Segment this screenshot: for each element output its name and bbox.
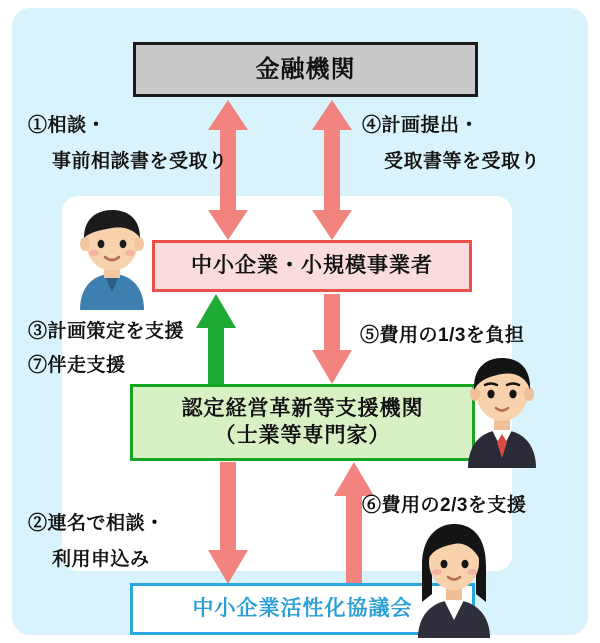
label-step6: ⑥費用の2/3を支援	[362, 495, 527, 516]
arrow-support-to-sme	[194, 294, 238, 384]
node-financial-institution	[133, 42, 478, 97]
node-sme-label: 中小企業・小規模事業者	[191, 253, 433, 277]
node-certified-support-agency-label-line2: （士業等専門家）	[214, 423, 391, 447]
label-step5: ⑤費用の1/3を負担	[360, 325, 525, 346]
label-step2-line2: 利用申込み	[52, 549, 150, 570]
label-step4-line1: ④計画提出・	[362, 115, 480, 136]
arrow-sme-to-council	[206, 462, 250, 584]
arrow-sme-to-support	[310, 294, 354, 384]
node-certified-support-agency	[130, 384, 475, 461]
node-certified-support-agency-label-line1: 認定経営革新等支援機関	[181, 397, 424, 421]
person-consultant-icon	[452, 350, 552, 468]
label-step1-line1: ①相談・	[28, 115, 107, 136]
label-step7: ⑦伴走支援	[28, 355, 126, 376]
label-step2-line1: ②連名で相談・	[28, 513, 165, 534]
node-sme	[152, 240, 472, 292]
label-step3: ③計画策定を支援	[28, 321, 185, 342]
person-worker-icon	[62, 200, 162, 310]
node-revitalization-council-label: 中小企業活性化協議会	[192, 596, 413, 620]
arrow-bank-sme-right	[310, 100, 354, 240]
label-step1-line2: 事前相談書を受取り	[52, 151, 228, 172]
node-financial-institution-label: 金融機関	[255, 55, 356, 83]
arrow-council-to-support	[332, 462, 376, 584]
person-advisor-icon	[400, 516, 508, 638]
label-step4-line2: 受取書等を受取り	[384, 151, 541, 172]
